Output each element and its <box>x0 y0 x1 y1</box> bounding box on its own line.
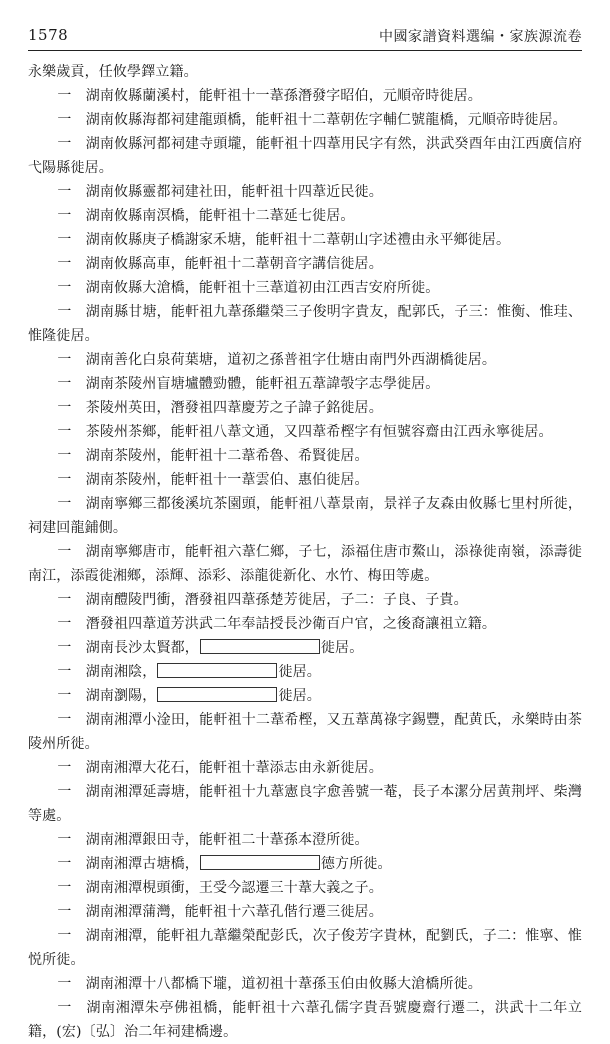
genealogy-entry: 一 湖南善化白泉荷葉塘，道初之孫普祖字仕塘由南門外西湖橋徙居。 <box>57 352 497 368</box>
genealogy-entry: 一 湖南攸縣庚子橋謝家禾塘，能軒祖十二葦朝山字述禮由永平鄉徙居。 <box>57 232 511 248</box>
genealogy-entry: 一 湖南湘潭延壽塘，能軒祖十九葦憲良字愈善號一菴，長子本潔分居黄荆坪、柴灣等處。 <box>28 784 582 824</box>
running-header <box>28 24 582 51</box>
entry-text-before-blank: 一 湖南瀏陽， <box>57 688 157 704</box>
entry-text-after-blank: 徙居。 <box>278 664 321 680</box>
genealogy-entry: 一 湖南攸縣南溟橋，能軒祖十二葦延七徙居。 <box>57 208 355 224</box>
genealogy-entry <box>28 684 582 708</box>
genealogy-entry <box>28 660 582 684</box>
genealogy-entry: 一 湖南寧鄉唐市，能軒祖六葦仁鄉，子七，添福住唐市鰲山，添祿徙南嶺，添壽徙南江，添霞徙湘鄉，添輝、添彩、添龍徙新化、水竹、梅田等處。 <box>28 544 582 584</box>
entry-text-after-blank: 徙居。 <box>320 640 364 656</box>
running-title: 中國家譜資料選编・家族源流卷 <box>379 29 582 45</box>
genealogy-entry: 一 湖南湘潭，能軒祖九葦繼榮配彭氏，次子俊芳字貴林，配劉氏，子二：惟寧、惟悦所徙。 <box>28 928 582 968</box>
entry-text-after-blank: 徙居。 <box>278 688 321 704</box>
genealogy-entry: 一 湖南攸縣大滄橋，能軒祖十三葦道初由江西吉安府所徙。 <box>57 280 440 296</box>
blank-placeholder-box <box>157 663 277 678</box>
entry-text-before-blank: 一 湖南長沙太賢都， <box>57 640 199 656</box>
genealogy-entry: 一 湖南寧鄉三都後溪坑茶園頭，能軒祖八葦景南，景祥子友森由攸縣七里村所徙，祠建回龍鋪側。 <box>28 496 582 536</box>
genealogy-entry: 一 湖南攸縣高車，能軒祖十二葦朝音字講信徙居。 <box>57 256 383 272</box>
genealogy-entry: 一 湖南攸縣河都祠建寺頭壠，能軒祖十四葦用民字有然，洪武癸酉年由江西廣信府弋陽縣徙居。 <box>28 136 582 176</box>
genealogy-entry: 一 湖南攸縣海都祠建龍頭橋，能軒祖十二葦朝佐字輔仁號龍橋，元順帝時徙居。 <box>57 112 567 128</box>
genealogy-entry: 一 湖南湘潭大花石，能軒祖十葦添志由永新徙居。 <box>57 760 383 776</box>
blank-placeholder-box <box>200 639 320 654</box>
body-text <box>28 60 582 1044</box>
entry-text-after-blank: 德方所徙。 <box>320 856 392 872</box>
genealogy-entry: 一 茶陵州英田，潛發祖四葦慶芳之子諱子銘徙居。 <box>57 400 383 416</box>
continuation-paragraph: 永樂歲貢，任攸學鐸立籍。 <box>28 64 198 80</box>
genealogy-entry: 一 湖南醴陵門衝，潛發祖四葦孫楚芳徙居，子二：子良、子貴。 <box>57 592 468 608</box>
genealogy-entry: 一 湖南湘潭十八都橋下壠，道初祖十葦孫玉伯由攸縣大滄橋所徙。 <box>57 976 482 992</box>
genealogy-entry <box>28 636 582 660</box>
genealogy-entry: 一 湖南縣甘塘，能軒祖九葦孫繼榮三子俊明字貴友，配郭氏，子三：惟衡、惟珪、惟隆徙居。 <box>28 304 582 344</box>
genealogy-entry: 一 湖南湘潭蒲灣，能軒祖十六葦孔偕行遷三徙居。 <box>57 904 383 920</box>
genealogy-entry: 一 湖南茶陵州，能軒祖十二葦希魯、希賢徙居。 <box>57 448 369 464</box>
genealogy-entry: 一 湖南湘潭梘頭衝，王受今認遷三十葦大義之子。 <box>57 880 383 896</box>
genealogy-entry: 一 湖南茶陵州，能軒祖十一葦雲伯、惠伯徙居。 <box>57 472 369 488</box>
entry-text-before-blank: 一 湖南湘潭古塘橋， <box>57 856 199 872</box>
genealogy-entry: 一 湖南攸縣靈都祠建社田，能軒祖十四葦近民徙。 <box>57 184 383 200</box>
genealogy-entry: 一 湖南湘潭小淦田，能軒祖十二葦希樫，又五葦萬祿字錫豐，配黄氏，永樂時由茶陵州所徙。 <box>28 712 582 752</box>
blank-placeholder-box <box>157 687 277 702</box>
genealogy-entry: 一 湖南攸縣蘭溪村，能軒祖十一葦孫潛發字昭伯，元順帝時徙居。 <box>57 88 482 104</box>
genealogy-entry: 一 湖南茶陵州盲塘壚體勁體，能軒祖五葦諱彀字志學徙居。 <box>57 376 440 392</box>
genealogy-entry: 一 潛發祖四葦道芳洪武二年奉詰授長沙衛百户官，之後裔讓祖立籍。 <box>57 616 497 632</box>
genealogy-entry: 一 湖南湘潭銀田寺，能軒祖二十葦孫本澄所徙。 <box>57 832 369 848</box>
page-number: 1578 <box>28 26 69 44</box>
blank-placeholder-box <box>200 855 320 870</box>
genealogy-entry: 一 湖南湘潭朱亭佛祖橋，能軒祖十六葦孔儒字貴吾號慶齋行遷二，洪武十二年立籍，(宏)〔弘〕治二年祠建橋邊。 <box>28 1000 582 1040</box>
entry-text-before-blank: 一 湖南湘陰， <box>57 664 157 680</box>
genealogy-entry: 一 茶陵州茶鄉，能軒祖八葦文通，又四葦希樫字有恒號容齋由江西永寧徙居。 <box>57 424 553 440</box>
genealogy-entry <box>28 852 582 876</box>
